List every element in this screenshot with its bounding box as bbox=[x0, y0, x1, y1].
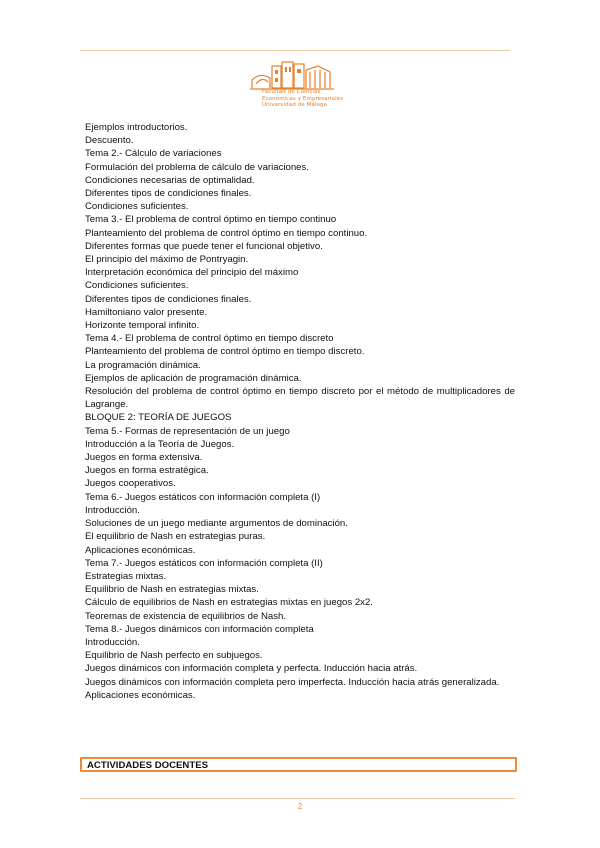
content-line: Planteamiento del problema de control óptimo en tiempo discreto. bbox=[85, 346, 365, 358]
header-divider bbox=[80, 50, 510, 51]
content-line: Ejemplos de aplicación de programación dinámica. bbox=[85, 372, 302, 384]
content-line: Equilibrio de Nash perfecto en subjuegos. bbox=[85, 650, 263, 662]
content-line: Estrategias mixtas. bbox=[85, 570, 167, 582]
footer-divider bbox=[80, 798, 515, 799]
content-line: Horizonte temporal infinito. bbox=[85, 320, 200, 332]
content-line: Introducción. bbox=[85, 636, 140, 648]
faculty-name-line: Facultad de Ciencias bbox=[262, 89, 321, 95]
content-line: Cálculo de equilibrios de Nash en estrategias mixtas en juegos 2x2. bbox=[85, 597, 373, 609]
section-header-box bbox=[80, 757, 517, 772]
topic-heading: Tema 3.- El problema de control óptimo en tiempo continuo bbox=[85, 214, 337, 226]
topic-heading: Tema 2.- Cálculo de variaciones bbox=[85, 148, 222, 160]
content-line: Diferentes tipos de condiciones finales. bbox=[85, 188, 252, 200]
faculty-name-line: Económicas y Empresariales bbox=[262, 95, 344, 102]
content-line: Diferentes formas que puede tener el funcional objetivo. bbox=[85, 240, 323, 252]
content-paragraph: Resolución del problema de control óptimo en tiempo discreto por el método de multiplicadores de Lagrange. bbox=[85, 386, 515, 411]
content-paragraph: Juegos dinámicos con información completa pero imperfecta. Inducción hacia atrás generalizada. bbox=[85, 676, 500, 688]
content-line: Planteamiento del problema de control óptimo en tiempo continuo. bbox=[85, 227, 368, 239]
block-heading: BLOQUE 2: TEORÍA DE JUEGOS bbox=[85, 412, 232, 424]
topic-heading: Tema 6.- Juegos estáticos con información completa (I) bbox=[85, 491, 321, 503]
content-line: Hamiltoniano valor presente. bbox=[85, 306, 208, 318]
content-line: Aplicaciones económicas. bbox=[85, 544, 196, 556]
section-title: ACTIVIDADES DOCENTES bbox=[87, 760, 208, 771]
content-line: Introducción a la Teoría de Juegos. bbox=[85, 438, 235, 450]
content-line: Juegos en forma estratégica. bbox=[85, 465, 209, 477]
content-line: Soluciones de un juego mediante argumentos de dominación. bbox=[85, 518, 348, 530]
content-line: La programación dinámica. bbox=[85, 359, 201, 371]
content-line: El equilibrio de Nash en estrategias puras. bbox=[85, 531, 266, 543]
content-line: Condiciones necesarias de optimalidad. bbox=[85, 174, 255, 186]
content-line: Ejemplos introductorios. bbox=[85, 122, 188, 133]
topic-heading: Tema 5.- Formas de representación de un juego bbox=[85, 425, 290, 437]
content-line: Juegos en forma extensiva. bbox=[85, 452, 203, 464]
page-number: 2 bbox=[297, 802, 303, 811]
content-line: El principio del máximo de Pontryagin. bbox=[85, 254, 249, 266]
topic-heading: Tema 4.- El problema de control óptimo en tiempo discreto bbox=[85, 333, 334, 345]
faculty-name-line: Universidad de Málaga bbox=[262, 102, 328, 108]
faculty-name bbox=[262, 89, 352, 109]
content-line: Aplicaciones económicas. bbox=[85, 689, 196, 701]
topic-heading: Tema 8.- Juegos dinámicos con información completa bbox=[85, 623, 314, 635]
content-line: Diferentes tipos de condiciones finales. bbox=[85, 293, 252, 305]
content-line: Teoremas de existencia de equilibrios de Nash. bbox=[85, 610, 287, 622]
content-line: Formulación del problema de cálculo de variaciones. bbox=[85, 161, 309, 173]
content-line: Juegos cooperativos. bbox=[85, 478, 176, 490]
content-line: Condiciones suficientes. bbox=[85, 280, 189, 292]
content-line: Descuento. bbox=[85, 135, 134, 147]
content-line: Introducción. bbox=[85, 504, 140, 516]
topic-heading: Tema 7.- Juegos estáticos con información completa (II) bbox=[85, 557, 323, 569]
content-line: Condiciones suficientes. bbox=[85, 201, 189, 213]
syllabus-content bbox=[85, 121, 515, 702]
content-line: Juegos dinámicos con información completa y perfecta. Inducción hacia atrás. bbox=[85, 663, 418, 675]
content-line: Equilibrio de Nash en estrategias mixtas. bbox=[85, 584, 259, 596]
content-line: Interpretación económica del principio del máximo bbox=[85, 267, 299, 279]
